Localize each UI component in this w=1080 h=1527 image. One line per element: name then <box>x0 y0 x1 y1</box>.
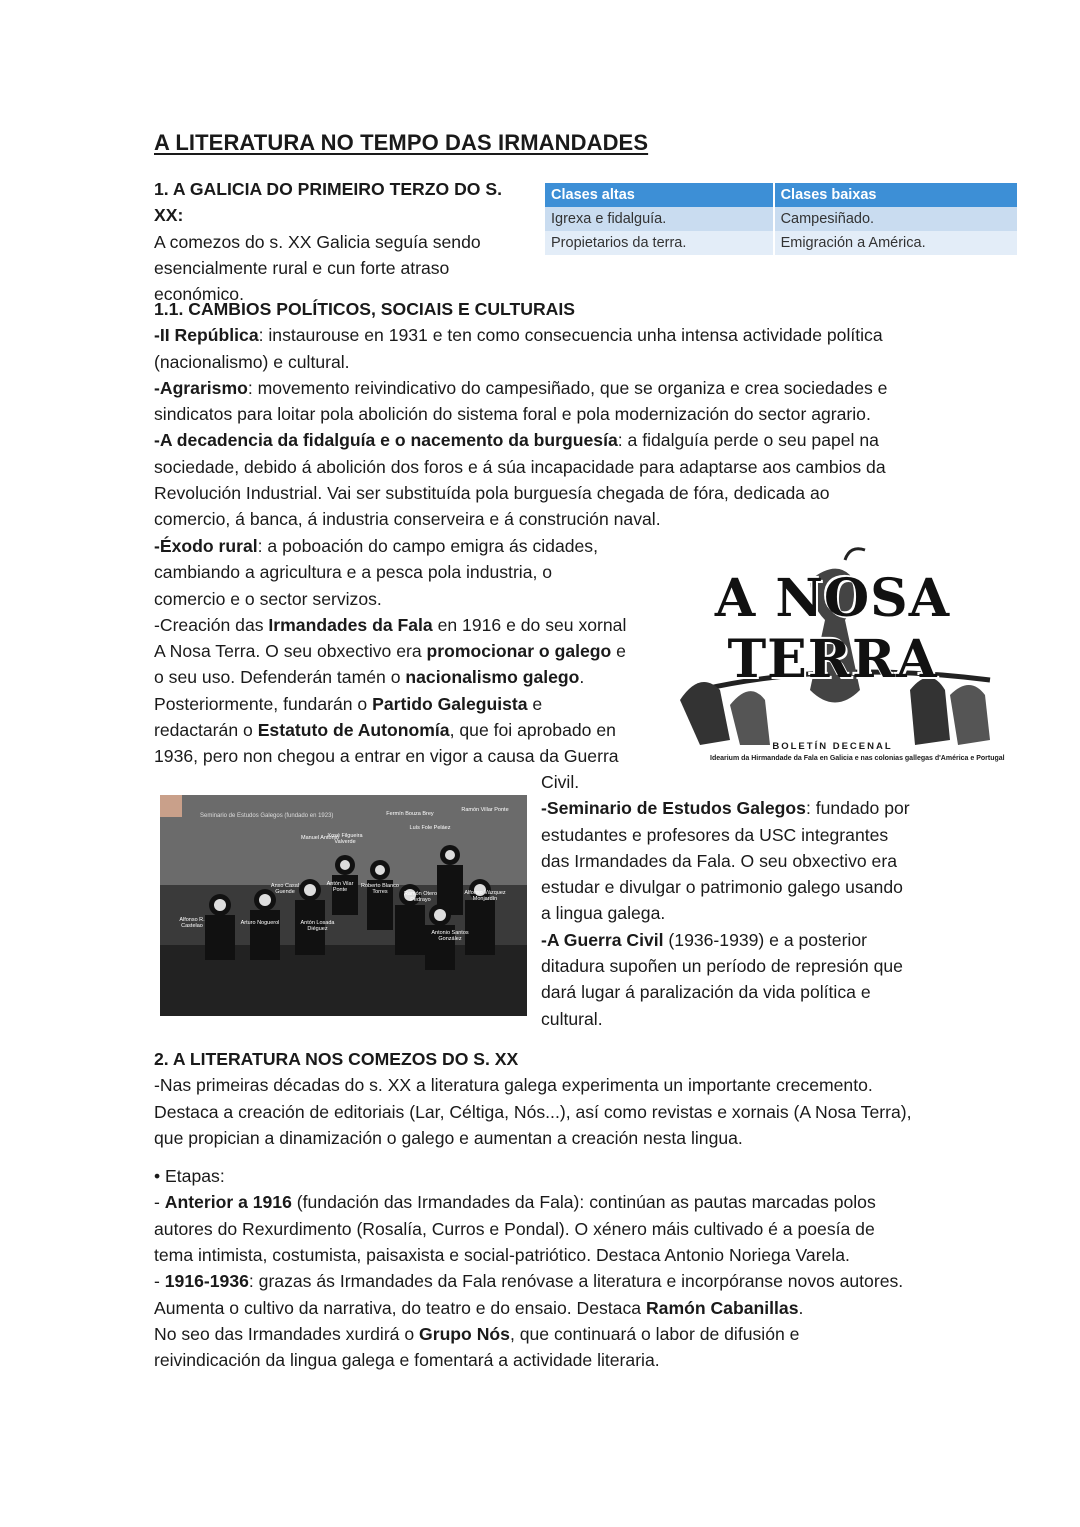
etapa-2-line <box>154 1295 954 1321</box>
left-column <box>154 533 654 770</box>
text-line: dará lugar á paralización da vida política e <box>541 982 871 1003</box>
text-line: que propician a dinamización o galego e aumentan a creación nesta lingua. <box>154 1127 743 1148</box>
group-photo-illustration <box>160 795 527 1016</box>
grupo-nos-line <box>154 1321 954 1347</box>
term: Partido Galeguista <box>372 693 528 714</box>
exodo-paragraph <box>154 533 654 559</box>
text: e <box>611 641 626 662</box>
seminario-paragraph <box>541 795 961 821</box>
text: -Creación das <box>154 614 269 635</box>
section-2-heading: 2. A LITERATURA NOS COMEZOS DO S. XX <box>154 1049 519 1069</box>
section-1-line: A comezos do s. XX Galicia seguía sendo <box>154 231 481 252</box>
section-1-heading: 1. A GALICIA DO PRIMEIRO TERZO DO S. XX: <box>154 179 502 226</box>
text: A Nosa Terra. O seu obxectivo era <box>154 641 427 662</box>
text-line: (nacionalismo) e cultural. <box>154 351 350 372</box>
seminario-group-photo <box>160 795 527 1016</box>
text-line: a lingua galega. <box>541 903 666 924</box>
text: : a fidalguía perde o seu papel na <box>617 430 879 451</box>
section-1-line: económico. <box>154 284 244 305</box>
text-line: ditadura supoñen un período de represión que <box>541 956 903 977</box>
guerra-paragraph <box>541 927 961 953</box>
right-column <box>541 769 961 1032</box>
term: 1916-1936 <box>164 1271 249 1292</box>
text-line: comercio e o sector servizos. <box>154 588 382 609</box>
text: . <box>579 667 585 688</box>
text: : fundado por <box>805 798 910 819</box>
masthead-caption: Idearium da Hirmandade da Fala en Galicia e nas colonias gallegas d'América e Portugal <box>710 755 1005 762</box>
text: , que foi aprobado en <box>449 720 616 741</box>
text-line: reivindicación da lingua galega e fomentará a actividade literaria. <box>154 1350 660 1371</box>
table-row <box>545 207 1017 231</box>
text-line: Civil. <box>541 772 580 792</box>
text-line: estudantes e profesores da USC integrantes <box>541 824 889 845</box>
text-line: sindicatos para loitar pola abolición do sistema foral e pola modernización do sector agrario. <box>154 404 871 425</box>
photo-name-label: Ramón Villar Ponte <box>461 807 509 813</box>
a-nosa-terra-masthead <box>660 540 1005 775</box>
text: , que continuará o labor de difusión e <box>509 1323 800 1344</box>
text-line: sociedade, debido á abolición dos foros e á súa incapacidade para adaptarse aos cambios da <box>154 456 886 477</box>
table-cell: Campesiñado. <box>774 207 1017 231</box>
text-line: das Irmandades da Fala. O seu obxectivo era <box>541 850 897 871</box>
term: -Éxodo rural <box>154 536 258 556</box>
term: Estatuto de Autonomía <box>257 720 450 741</box>
text-line: -Nas primeiras décadas do s. XX a literatura galega experimenta un importante crecemento. <box>154 1075 873 1096</box>
text-line: comercio, á banca, á industria conserveira e á construción naval. <box>154 509 661 530</box>
text: : movemento reivindicativo do campesiñado, que se organiza e crea sociedades e <box>247 377 888 398</box>
text-line: cambiando a agricultura e a pesca pola industria, o <box>154 562 553 583</box>
text: Posteriormente, fundarán o <box>154 693 373 714</box>
text: : a poboación do campo emigra ás cidades, <box>257 536 598 556</box>
masthead-title: A NOSA TERRA <box>714 568 951 690</box>
photo-name-label: Xosé Filgueira Valverde <box>327 833 363 845</box>
section-1-1 <box>154 296 944 533</box>
term: Ramón Cabanillas <box>645 1297 799 1318</box>
section-1-1-heading: 1.1. CAMBIOS POLÍTICOS, SOCIAIS E CULTURAIS <box>154 299 575 319</box>
social-classes-table <box>545 183 1017 255</box>
irmandades-line <box>154 691 654 717</box>
photo-name-label: Antón Losada Diéguez <box>300 920 335 932</box>
table-cell: Igrexa e fidalguía. <box>545 207 774 231</box>
photo-name-label: Luís Fole Peláez <box>409 825 451 831</box>
text-line: Destaca a creación de editoriais (Lar, Céltiga, Nós...), así como revistas e xornais (A Nosa Terra), <box>154 1101 912 1122</box>
text-line: cultural. <box>541 1008 603 1029</box>
text-line: autores do Rexurdimento (Rosalía, Curros e Pondal). O xénero máis cultivado é a poesía de <box>154 1218 875 1239</box>
irmandades-line <box>154 664 654 690</box>
term: Anterior a 1916 <box>164 1192 292 1213</box>
term: nacionalismo galego <box>405 667 580 688</box>
text: e <box>527 693 543 714</box>
term: -II República <box>154 325 259 346</box>
page-title: A LITERATURA NO TEMPO DAS IRMANDADES <box>154 130 649 155</box>
term: Grupo Nós <box>419 1323 510 1344</box>
photo-caption: Seminario de Estudos Galegos (fundado en 1923) <box>200 813 334 819</box>
section-1 <box>154 176 534 307</box>
masthead-subtitle: BOLETÍN DECENAL <box>772 741 893 752</box>
table-cell: Propietarios da terra. <box>545 231 774 255</box>
decadencia-paragraph <box>154 427 944 453</box>
photo-name-label: Alfonso R. Castelao <box>179 917 205 929</box>
text-line: Revolución Industrial. Vai ser substituída pola burguesía chegada de fóra, dedicada ao <box>154 483 830 504</box>
term: -Agrarismo <box>154 377 248 398</box>
photo-name-label: Antón Vilar Ponte <box>326 881 354 893</box>
text-line: estudar e divulgar o patrimonio galego usando <box>541 877 903 898</box>
etapas-label: • Etapas: <box>154 1166 225 1187</box>
text: o seu uso. Defenderán tamén o <box>154 667 406 688</box>
photo-name-label: Roberto Blanco Torres <box>361 883 399 895</box>
term: -A Guerra Civil <box>541 929 664 950</box>
section-1-line: esencialmente rural e cun forte atraso <box>154 257 450 278</box>
term: -Seminario de Estudos Galegos <box>541 798 806 819</box>
photo-name-label: Antonio Santos González <box>431 930 469 942</box>
agrarismo-paragraph <box>154 375 944 401</box>
table-header: Clases baixas <box>774 183 1017 207</box>
table-cell: Emigración a América. <box>774 231 1017 255</box>
photo-name-label: Arturo Noguerol <box>240 920 280 926</box>
text: : grazas ás Irmandades da Fala renóvase a literatura e incorpóranse novos autores. <box>248 1271 904 1292</box>
text: . <box>798 1297 804 1318</box>
section-2 <box>154 1046 954 1374</box>
text: Aumenta o cultivo da narrativa, do teatro e do ensaio. Destaca <box>154 1297 646 1318</box>
text: en 1916 e do seu xornal <box>432 614 627 635</box>
text: (fundación das Irmandades da Fala): continúan as pautas marcadas polos <box>291 1192 876 1213</box>
irmandades-line <box>154 717 654 743</box>
photo-name-label: Fermín Bouza Brey <box>386 811 434 817</box>
table-row <box>545 231 1017 255</box>
republica-paragraph <box>154 322 944 348</box>
etapa-2 <box>154 1268 954 1294</box>
text: : instaurouse en 1931 e ten como consecuencia unha intensa actividade política <box>258 325 883 346</box>
photo-name-label: Anxo Casal Guende <box>270 883 300 895</box>
term: promocionar o galego <box>426 641 612 662</box>
etapa-1 <box>154 1189 954 1215</box>
text: - <box>154 1192 165 1213</box>
text: (1936-1939) e a posterior <box>663 929 867 950</box>
table-header: Clases altas <box>545 183 774 207</box>
term: -A decadencia da fidalguía e o nacemento da burguesía <box>154 430 618 451</box>
text-line: 1936, pero non chegou a entrar en vigor a causa da Guerra <box>154 746 619 767</box>
text: - <box>154 1271 165 1292</box>
irmandades-line <box>154 612 654 638</box>
term: Irmandades da Fala <box>268 614 433 635</box>
text-line: tema intimista, costumista, paisaxista e social-patriótico. Destaca Antonio Noriega Varela. <box>154 1245 850 1266</box>
photo-name-label: Manuel Antonio <box>301 835 339 841</box>
text: No seo das Irmandades xurdirá o <box>154 1323 420 1344</box>
irmandades-line <box>154 638 654 664</box>
text: redactarán o <box>154 720 258 741</box>
photo-name-label: Alfonso Vázquez Monjardín <box>464 890 506 902</box>
photo-name-label: Ramón Otero Pedrayo <box>403 891 437 903</box>
